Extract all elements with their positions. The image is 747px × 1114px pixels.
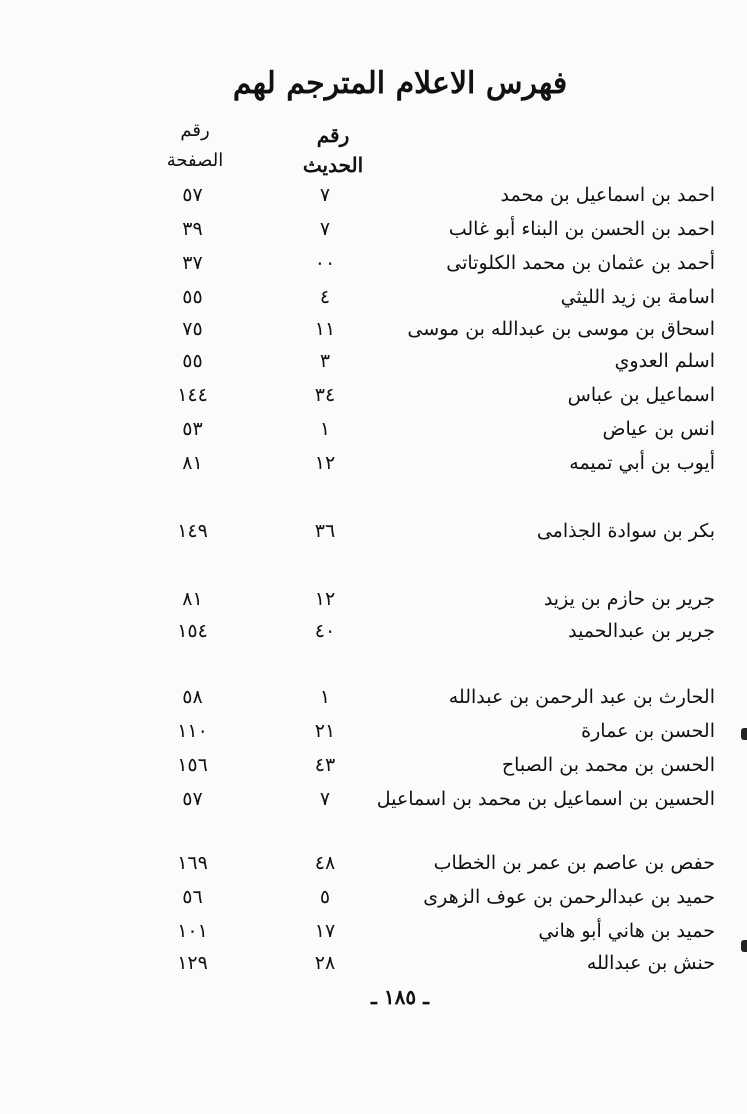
index-entry [0,452,747,484]
entry-name: بكر بن سوادة الجذامى [536,520,715,542]
entry-hadith-number: ٣٦ [314,520,336,542]
hadith-number-column-header [288,120,378,180]
entry-name: احمد بن الحسن بن البناء أبو غالب [448,218,715,240]
entry-page-number: ٨١ [182,588,203,610]
entry-name: اسحاق بن موسى بن عبدالله بن موسى [407,318,715,340]
edge-mark [741,728,747,740]
entry-hadith-number: ١٢ [314,452,336,474]
index-entry [0,286,747,318]
entry-page-number: ٥٧ [182,184,203,206]
entry-hadith-number: ٧ [319,218,331,240]
entry-hadith-number: ٤٠ [314,620,336,642]
page-title: فهرس الاعلام المترجم لهم [232,66,568,101]
hadith-header-line1: رقم [316,123,350,147]
index-entry [0,520,747,552]
entry-page-number: ٥٧ [182,788,203,810]
entry-page-number: ١٢٩ [177,952,208,974]
index-entry [0,620,747,652]
entry-name: حفص بن عاصم بن عمر بن الخطاب [433,852,715,874]
entry-hadith-number: ٥ [319,886,331,908]
entry-page-number: ١٦٩ [177,852,208,874]
entry-page-number: ١٠١ [177,920,208,942]
entry-page-number: ٥٥ [182,350,203,372]
entry-hadith-number: ٧ [319,788,331,810]
entry-name: حنش بن عبدالله [586,952,715,974]
index-entry [0,852,747,884]
hadith-header-line2: الحديث [302,153,364,177]
index-entry [0,886,747,918]
entry-name: الحسين بن اسماعيل بن محمد بن اسماعيل [376,788,715,810]
entry-hadith-number: ١٢ [314,588,336,610]
entry-hadith-number: ١ [319,686,331,708]
index-entry [0,952,747,984]
entry-page-number: ٥٦ [182,886,203,908]
entry-name: اسلم العدوي [614,350,715,372]
entry-name: الحسن بن محمد بن الصباح [501,754,715,776]
entry-page-number: ١٤٤ [177,384,208,406]
index-entry [0,384,747,416]
index-entry [0,588,747,620]
entry-hadith-number: ٢٨ [314,952,336,974]
entry-page-number: ٨١ [182,452,203,474]
index-entry [0,920,747,952]
entry-page-number: ٣٧ [182,252,203,274]
entry-name: حميد بن هاني أبو هاني [538,920,715,942]
index-entry [0,184,747,216]
index-entry [0,318,747,350]
index-entry [0,686,747,718]
index-entry [0,418,747,450]
entry-name: الحسن بن عمارة [581,720,715,742]
page-number-footer: ـ ١٨٥ ـ [371,985,429,1009]
entry-hadith-number: ٤ [319,286,331,308]
entry-page-number: ٥٥ [182,286,203,308]
entry-hadith-number: ٤٣ [314,754,336,776]
entry-hadith-number: ٣٤ [314,384,336,406]
index-entry [0,788,747,820]
entry-name: جرير بن حازم بن يزيد [543,588,715,610]
index-entry [0,252,747,284]
entry-hadith-number: ٠٠ [314,252,336,274]
entry-name: احمد بن اسماعيل بن محمد [500,184,715,206]
entry-page-number: ١٤٩ [177,520,208,542]
entry-page-number: ٥٣ [182,418,203,440]
entry-hadith-number: ١ [319,418,331,440]
index-entry [0,218,747,250]
page-header-line1: رقم [180,120,210,141]
index-entry [0,754,747,786]
index-entry [0,350,747,382]
entry-page-number: ٣٩ [182,218,203,240]
entry-page-number: ١٥٦ [177,754,208,776]
entry-name: اسماعيل بن عباس [567,384,715,406]
page-header-line2: الصفحة [166,150,224,171]
entry-name: حميد بن عبدالرحمن بن عوف الزهرى [423,886,715,908]
entry-name: الحارث بن عبد الرحمن بن عبدالله [448,686,715,708]
entry-page-number: ١١٠ [177,720,208,742]
entry-page-number: ١٥٤ [177,620,208,642]
entry-name: أحمد بن عثمان بن محمد الكلوتاتى [446,252,715,274]
entry-hadith-number: ١١ [314,318,336,340]
entry-hadith-number: ٢١ [314,720,336,742]
entry-hadith-number: ٣ [319,350,331,372]
index-entry [0,720,747,752]
entry-name: جرير بن عبدالحميد [568,620,715,642]
page-number-column-header [150,116,240,176]
entry-hadith-number: ٤٨ [314,852,336,874]
entry-hadith-number: ٧ [319,184,331,206]
entry-page-number: ٥٨ [182,686,203,708]
entry-page-number: ٧٥ [182,318,203,340]
entry-name: انس بن عياض [602,418,715,440]
edge-mark [741,940,747,952]
entry-hadith-number: ١٧ [314,920,336,942]
entry-name: أيوب بن أبي تميمه [569,452,715,474]
entry-name: اسامة بن زيد الليثي [560,286,715,308]
